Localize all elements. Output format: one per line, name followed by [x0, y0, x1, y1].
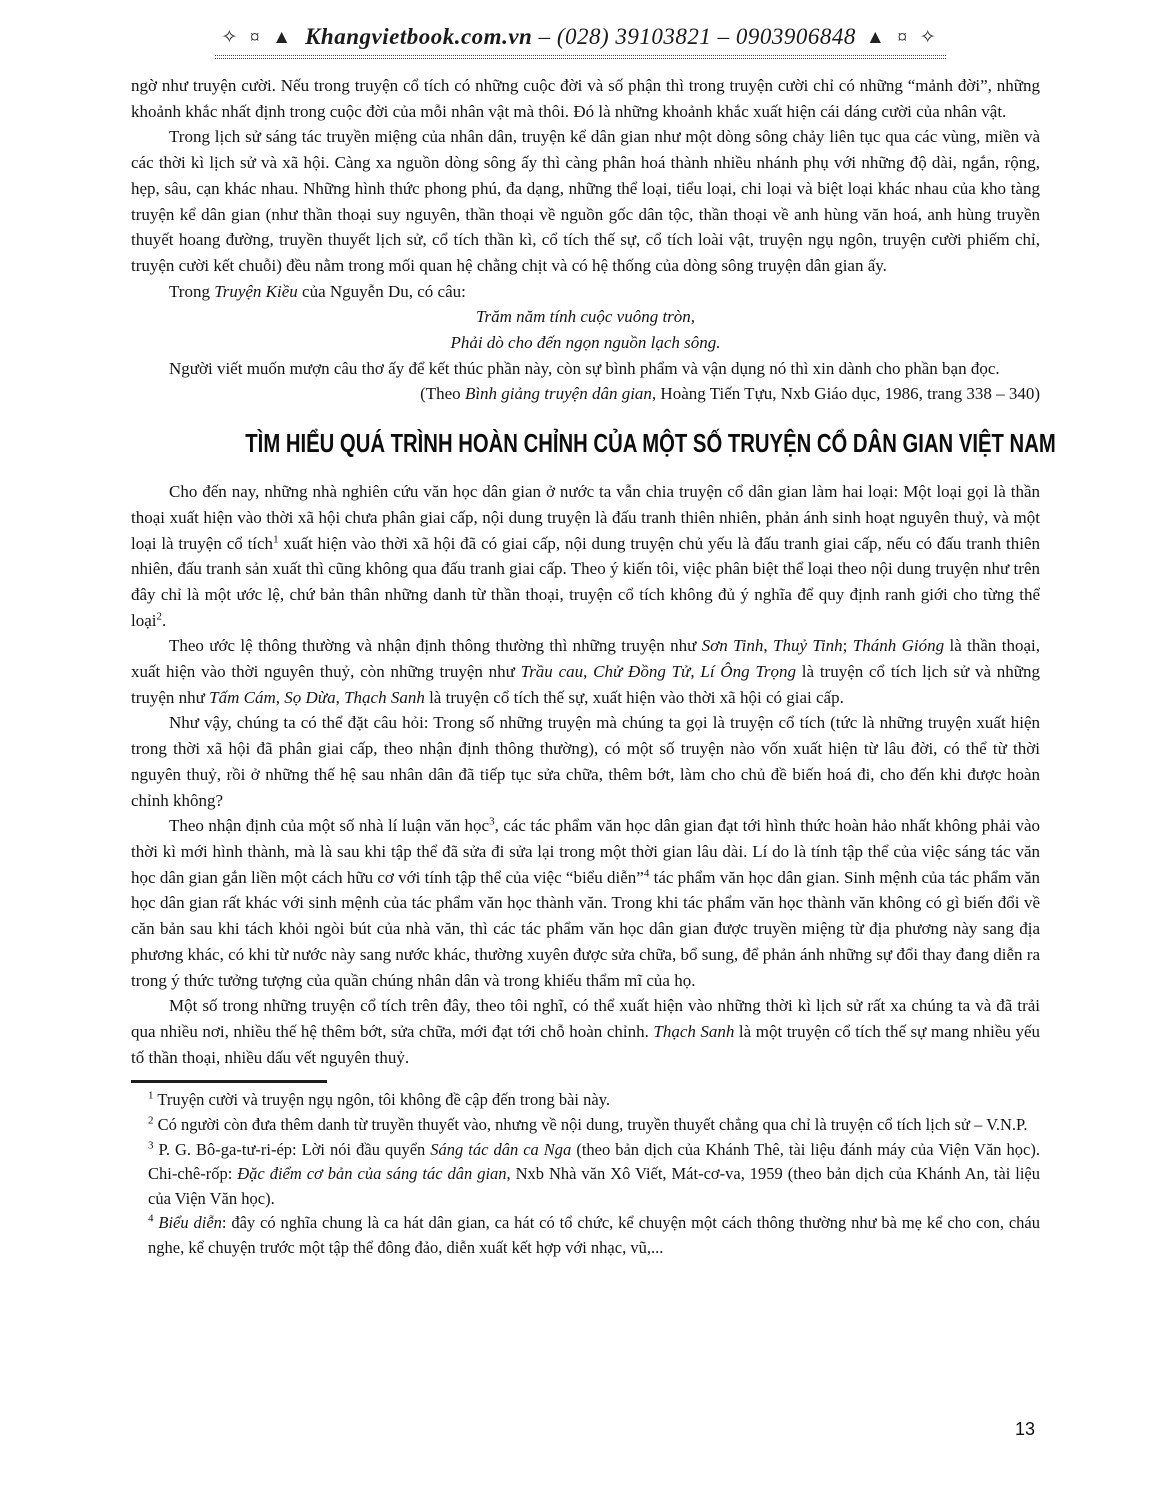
text-run: Chử Đồng Tử: [593, 662, 691, 682]
footnote-marker: 2: [148, 1114, 154, 1127]
text-run: Biểu diễn: [158, 1213, 222, 1233]
text-run: Như vậy, chúng ta có thể đặt câu hỏi: Trong số những truyện mà chúng ta gọi là truyện cổ tích (tức là những truyện xuất hiện trong thời xã hội đã phân giai cấp, theo nhận định thông thường), có một số truyện nào vốn xuất hiện từ lâu đời, có thể từ thời nguyên thuỷ, rồi ở những thế hệ sau nhân dân đã tiếp tục sửa chữa, thêm bớt, làm cho chủ đề biến hoá đi, cho đến khi được hoàn chỉnh không?: [131, 713, 1040, 810]
text-run: Bình giảng truyện dân gian: [464, 384, 652, 404]
text-run: Thánh Gióng: [852, 636, 945, 656]
text-run: ;: [842, 636, 853, 656]
paragraph: [131, 633, 1040, 710]
text-run: , Hoàng Tiến Tựu, Nxb Giáo dục, 1986, trang 338 – 340): [651, 384, 1040, 404]
body-content: [131, 73, 1056, 1070]
text-run: Thạch Sanh: [653, 1021, 735, 1041]
paragraph: [131, 356, 1040, 382]
site-name: Khangvietbook.com.vn: [305, 24, 533, 49]
text-run: ,: [335, 687, 345, 707]
section-title: [131, 423, 1056, 468]
ornament-left-icon: ✧ ¤ ▲: [221, 26, 296, 48]
footnotes: [131, 1088, 1040, 1260]
footnote-marker: 3: [148, 1139, 154, 1151]
text-run: Thuỷ Tinh: [773, 636, 843, 656]
footnote-marker: 3: [489, 815, 495, 828]
text-run: Sáng tác dân ca Nga: [430, 1139, 572, 1159]
text-run: Sơn Tinh: [701, 636, 764, 656]
footnote-marker: 2: [156, 610, 162, 622]
text-run: : đây có nghĩa chung là ca hát dân gian, ca hát có tổ chức, kể chuyện một cách thông thường như bà mẹ kể cho con, cháu nghe, kể chuyện trước một tập thể đông đảo, diễn xuất kết hợp với nhạc, vũ,...: [148, 1213, 1040, 1257]
text-run: Phải dò cho đến ngọn nguồn lạch sông.: [450, 333, 721, 353]
footnote-marker: 4: [643, 867, 650, 880]
paragraph: [131, 73, 1040, 124]
text-run: Truyện Kiều: [214, 281, 298, 301]
attribution-line: [131, 381, 1040, 407]
text-run: ,: [690, 662, 701, 682]
footnote-marker: 1: [273, 532, 279, 545]
text-run: Theo ước lệ thông thường và nhận định thông thường thì những truyện như: [169, 636, 702, 656]
text-run: Sọ Dừa: [284, 687, 336, 707]
text-run: Lí Ông Trọng: [700, 662, 796, 682]
text-run: là truyện cổ tích lịch sử và những truyện như: [131, 662, 1040, 707]
text-run: Một số trong những truyện cổ tích trên đây, theo tôi nghĩ, có thể xuất hiện vào những thời kì lịch sử rất xa chúng ta và đã trải qua nhiều nơi, nhiều thế hệ thêm bớt, sửa chữa, mới đạt tới chỗ hoàn chỉnh.: [131, 996, 1040, 1041]
text-run: TÌM HIỂU QUÁ TRÌNH HOÀN CHỈNH CỦA MỘT SỐ TRUYỆN CỔ DÂN GIAN VIỆT NAM: [245, 428, 1056, 459]
text-run: xuất hiện vào thời xã hội đã có giai cấp, nội dung truyện chủ yếu là đấu tranh giai cấp, nếu có đấu tranh thiên nhiên, đấu tranh sản xuất thì cũng không qua đấu tranh giai cấp. Theo ý kiến tôi, việc phân biệt thể loại theo nội dung truyện như trên đây chỉ là một ước lệ, chứ bản thân những danh từ thần thoại, truyện cổ tích không đủ ý nghĩa để quy định ranh giới cho từng thể loại: [131, 533, 1040, 630]
footnote-marker: 4: [148, 1212, 154, 1225]
text-run: tác phẩm văn học dân gian. Sinh mệnh của tác phẩm văn học dân gian rất khác với sinh mệnh của tác phẩm văn học thành văn. Trong khi tác phẩm văn học thành văn không có gì biến đổi về căn bản sau khi tách khỏi ngòi bút của nhà văn, thì các tác phẩm văn học dân gian được truyền miệng từ địa phương này sang địa phương khác, có khi từ nước này sang nước khác, thường xuyên được sửa chữa, bổ sung, để phản ánh những sự đổi thay đang diễn ra trong ý thức tưởng tượng của quần chúng nhân dân và trong khiếu thẩm mĩ của họ.: [131, 867, 1040, 990]
text-run: là truyện cổ tích thế sự, xuất hiện vào thời xã hội có giai cấp.: [424, 687, 844, 707]
text-run: của Nguyễn Du, có câu:: [297, 281, 466, 301]
header-text: [305, 24, 856, 50]
text-run: Trăm năm tính cuộc vuông tròn,: [475, 307, 696, 327]
text-run: Trong: [169, 281, 215, 301]
text-run: Truyện cười và truyện ngụ ngôn, tôi không đề cập đến trong bài này.: [153, 1090, 611, 1110]
text-run: Thạch Sanh: [344, 687, 425, 707]
text-run: P. G. Bô-ga-tư-ri-ép: Lời nói đầu quyển: [153, 1139, 431, 1159]
section-title-text: [245, 423, 1055, 463]
text-run: Trong lịch sử sáng tác truyền miệng của nhân dân, truyện kể dân gian như một dòng sông chảy liên tục qua các vùng, miền và các thời kì lịch sử và xã hội. Càng xa nguồn dòng sông ấy thì càng phân hoá thành nhiều nhánh phụ với những độ dài, ngắn, rộng, hẹp, sâu, cạn khác nhau. Những hình thức phong phú, đa dạng, những thể loại, tiểu loại, chi loại và biệt loại khác nhau của kho tàng truyện kể dân gian (như thần thoại suy nguyên, thần thoại về nguồn gốc dân tộc, thần thoại về anh hùng văn hoá, anh hùng truyền thuyết hoang đường, truyền thuyết lịch sử, cổ tích thần kì, cổ tích thế sự, cổ tích loài vật, truyện ngụ ngôn, truyện cười phiếm chỉ, truyện cười kết chuỗi) đều nằm trong mối quan hệ chằng chịt và có hệ thống của dòng sông truyện dân gian ấy.: [131, 127, 1040, 275]
paragraph: [131, 124, 1040, 278]
text-run: là thần thoại, xuất hiện vào thời nguyên thuỷ, còn những truyện như: [131, 636, 1041, 682]
paragraph: [131, 813, 1040, 993]
ornament-right-icon: ▲ ¤ ✧: [865, 26, 940, 48]
text-run: Theo nhận định của một số nhà lí luận văn học: [169, 816, 490, 836]
footnote: [148, 1088, 1040, 1113]
text-run: Cho đến nay, những nhà nghiên cứu văn học dân gian ở nước ta vẫn chia truyện cổ dân gian làm hai loại: Một loại gọi là thần thoại xuất hiện vào thời xã hội chưa phân giai cấp, nội dung truyện là đấu tranh thiên nhiên, phản ánh sinh hoạt nguyên thuỷ, và một loại là truyện cổ tích: [131, 482, 1040, 553]
paragraph: [131, 993, 1040, 1070]
text-run: Đặc điểm cơ bản của sáng tác dân gian: [237, 1164, 507, 1184]
paragraph: [131, 710, 1040, 813]
text-run: .: [162, 610, 167, 630]
footnote: [148, 1138, 1040, 1212]
text-run: ,: [763, 636, 774, 656]
text-run: Tấm Cám: [209, 687, 276, 707]
text-run: , Nxb Nhà văn Xô Viết, Mát-cơ-va, 1959 (theo bản dịch của Khánh An, tài liệu của Viện Văn học).: [148, 1164, 1040, 1208]
footnote-separator: [131, 1080, 327, 1083]
verse-line: [131, 304, 1040, 330]
verse-line: [131, 330, 1040, 356]
text-run: là một truyện cổ tích thế sự mang nhiều yếu tố thần thoại, nhiều dấu vết nguyên thuỷ.: [131, 1021, 1041, 1067]
text-run: ngờ như truyện cười. Nếu trong truyện cổ tích có những cuộc đời và số phận thì trong truyện cười chỉ có những “mảnh đời”, những khoảnh khắc nhất định trong cuộc đời của mỗi nhân vật mà thôi. Đó là những khoảnh khắc xuất hiện cái dáng cười của nhân vật.: [131, 76, 1040, 121]
footnote-marker: 1: [148, 1089, 154, 1102]
header-underline: [215, 24, 945, 56]
page-number: 13: [1014, 1419, 1035, 1439]
footnote: [148, 1211, 1040, 1260]
text-run: (Theo: [420, 384, 465, 404]
text-run: ,: [583, 662, 594, 682]
paragraph: [131, 279, 1040, 305]
text-run: Có người còn đưa thêm danh từ truyền thuyết vào, nhưng về nội dung, truyền thuyết chẳng qua chỉ là truyện cổ tích lịch sử – V.N.P.: [153, 1114, 1028, 1134]
footnote: [148, 1113, 1040, 1138]
text-run: ,: [275, 687, 285, 707]
page-content: [0, 73, 1161, 1260]
header-contact: – (028) 39103821 – 0903906848: [538, 24, 856, 49]
header-line: [221, 24, 939, 50]
text-run: Người viết muốn mượn câu thơ ấy để kết thúc phần này, còn sự bình phẩm và vận dụng nó thì xin dành cho phần bạn đọc.: [169, 358, 1000, 378]
text-run: , các tác phẩm văn học dân gian đạt tới hình thức hoàn hảo nhất không phải vào thời kì mới hình thành, mà là sau khi tập thể đã sửa đi sửa lại trong một thời gian lâu dài. Lí do là tính tập thể của việc sáng tác văn học dân gian gắn liền một cách hữu cơ với tính tập thể của việc “biểu diễn”: [131, 816, 1040, 887]
text-run: (theo bản dịch của Khánh Thê, tài liệu đánh máy của Viện Văn học). Chi-chê-rốp:: [148, 1139, 1040, 1184]
paragraph: [131, 479, 1040, 633]
text-run: Trầu cau: [520, 662, 584, 682]
page-header: [0, 0, 1161, 56]
